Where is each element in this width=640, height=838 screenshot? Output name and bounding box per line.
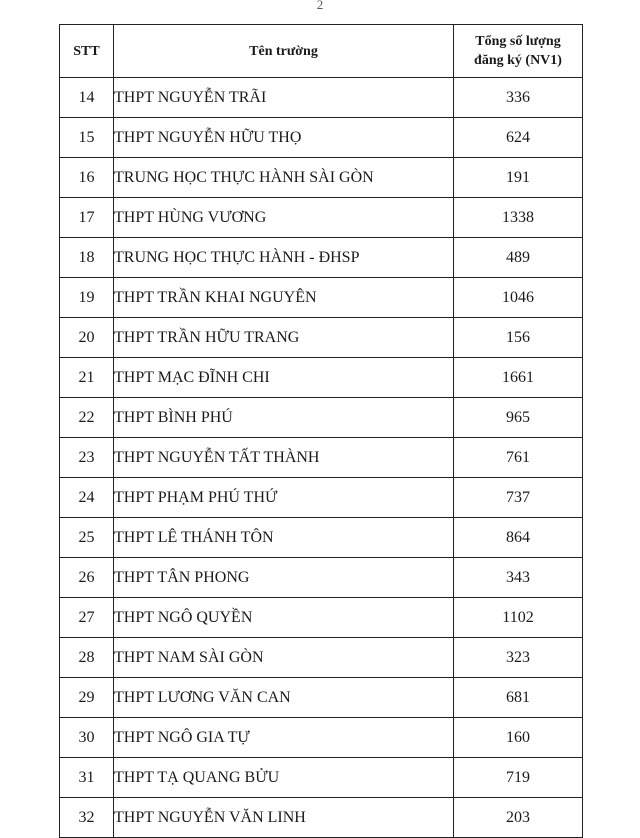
row-count: 323 [454, 638, 583, 678]
row-count: 681 [454, 678, 583, 718]
row-count: 761 [454, 438, 583, 478]
row-school-name: THPT TÂN PHONG [114, 558, 454, 598]
table-row [60, 558, 583, 598]
table-row [60, 78, 583, 118]
row-stt: 24 [60, 478, 114, 518]
row-stt: 14 [60, 78, 114, 118]
row-count: 203 [454, 798, 583, 838]
row-count: 191 [454, 158, 583, 198]
row-school-name: THPT BÌNH PHÚ [114, 398, 454, 438]
row-school-name: THPT NGUYỄN VĂN LINH [114, 798, 454, 838]
row-count: 1046 [454, 278, 583, 318]
row-count: 864 [454, 518, 583, 558]
row-count: 719 [454, 758, 583, 798]
row-school-name: THPT NGÔ GIA TỰ [114, 718, 454, 758]
table-row [60, 158, 583, 198]
table-row [60, 398, 583, 438]
row-count: 1661 [454, 358, 583, 398]
row-stt: 31 [60, 758, 114, 798]
table-row [60, 238, 583, 278]
table-row [60, 198, 583, 238]
row-count: 343 [454, 558, 583, 598]
table-row [60, 118, 583, 158]
row-stt: 28 [60, 638, 114, 678]
row-school-name: THPT NGÔ QUYỀN [114, 598, 454, 638]
row-school-name: THPT NGUYỄN HỮU THỌ [114, 118, 454, 158]
table-row [60, 758, 583, 798]
row-school-name: TRUNG HỌC THỰC HÀNH SÀI GÒN [114, 158, 454, 198]
row-count: 737 [454, 478, 583, 518]
row-count: 160 [454, 718, 583, 758]
row-stt: 16 [60, 158, 114, 198]
row-count: 965 [454, 398, 583, 438]
table-row [60, 478, 583, 518]
row-count: 156 [454, 318, 583, 358]
table-row [60, 318, 583, 358]
row-stt: 17 [60, 198, 114, 238]
header-school-name: Tên trường [114, 25, 454, 78]
table-row [60, 598, 583, 638]
table-row [60, 678, 583, 718]
table-row [60, 798, 583, 838]
table-row [60, 358, 583, 398]
row-stt: 25 [60, 518, 114, 558]
row-stt: 27 [60, 598, 114, 638]
header-registration-count [454, 25, 583, 78]
row-stt: 20 [60, 318, 114, 358]
row-stt: 26 [60, 558, 114, 598]
registration-table [59, 24, 583, 838]
row-school-name: THPT LƯƠNG VĂN CAN [114, 678, 454, 718]
table-header-row [60, 25, 583, 78]
header-count-line2: đăng ký (NV1) [474, 53, 562, 68]
page-number: 2 [316, 0, 324, 12]
row-stt: 22 [60, 398, 114, 438]
row-stt: 19 [60, 278, 114, 318]
row-stt: 21 [60, 358, 114, 398]
row-stt: 23 [60, 438, 114, 478]
table-row [60, 638, 583, 678]
table-row [60, 438, 583, 478]
row-school-name: THPT TẠ QUANG BỬU [114, 758, 454, 798]
row-stt: 30 [60, 718, 114, 758]
row-stt: 15 [60, 118, 114, 158]
row-school-name: THPT LÊ THÁNH TÔN [114, 518, 454, 558]
row-count: 624 [454, 118, 583, 158]
row-school-name: THPT NAM SÀI GÒN [114, 638, 454, 678]
row-stt: 29 [60, 678, 114, 718]
row-stt: 32 [60, 798, 114, 838]
table-body [60, 78, 583, 838]
row-school-name: THPT NGUYỄN TRÃI [114, 78, 454, 118]
row-count: 489 [454, 238, 583, 278]
row-school-name: THPT PHẠM PHÚ THỨ [114, 478, 454, 518]
row-school-name: THPT MẠC ĐĨNH CHI [114, 358, 454, 398]
header-stt: STT [60, 25, 114, 78]
row-count: 1102 [454, 598, 583, 638]
table-row [60, 518, 583, 558]
row-count: 336 [454, 78, 583, 118]
row-school-name: THPT HÙNG VƯƠNG [114, 198, 454, 238]
row-stt: 18 [60, 238, 114, 278]
header-count-line1: Tổng số lượng [475, 34, 561, 49]
row-school-name: THPT TRẦN HỮU TRANG [114, 318, 454, 358]
table-row [60, 718, 583, 758]
table-row [60, 278, 583, 318]
row-count: 1338 [454, 198, 583, 238]
row-school-name: THPT TRẦN KHAI NGUYÊN [114, 278, 454, 318]
row-school-name: TRUNG HỌC THỰC HÀNH - ĐHSP [114, 238, 454, 278]
row-school-name: THPT NGUYỄN TẤT THÀNH [114, 438, 454, 478]
